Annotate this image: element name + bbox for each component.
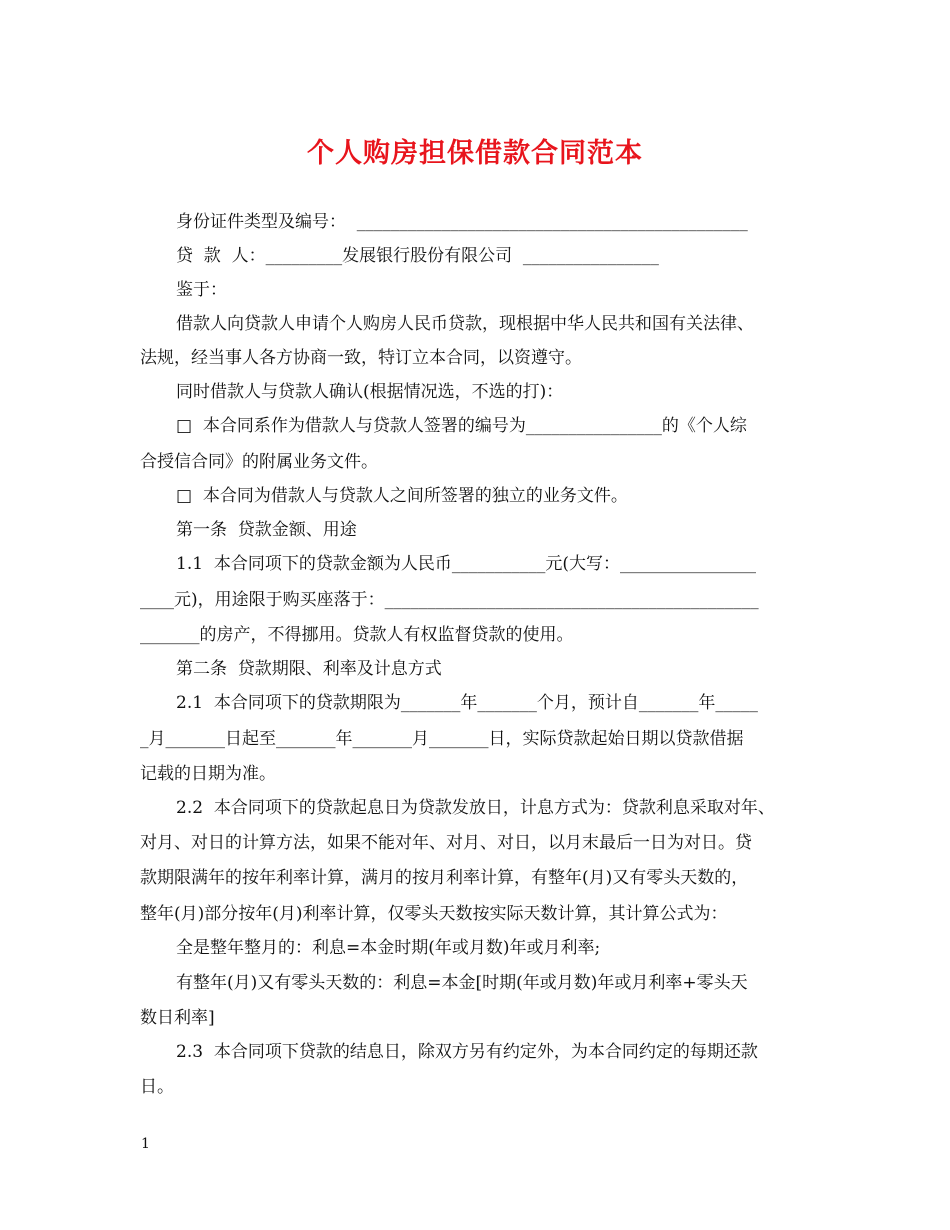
page-number: 1 (141, 1136, 150, 1152)
paragraph-line: _月_______日起至_______年_______月_______日，实际贷款起始日期以贷款借据 (140, 729, 744, 749)
checkbox-option-1: □ 本合同系作为借款人与贷款人签署的编号为________________的《个人综 (176, 416, 747, 436)
paragraph-line: 借款人向贷款人申请个人购房人民币贷款，现根据中华人民共和国有关法律、 (176, 314, 754, 334)
paragraph-line: 法规，经当事人各方协商一致，特订立本合同，以资遵守。 (140, 348, 582, 368)
paragraph-line: 合授信合同》的附属业务文件。 (140, 452, 378, 472)
clause-2-2: 2.2 本合同项下的贷款起息日为贷款发放日，计息方式为：贷款利息采取对年、 (176, 798, 775, 818)
paragraph-line: 款期限满年的按年利率计算，满月的按月利率计算，有整年(月)又有零头天数的， (140, 868, 749, 888)
paragraph-line: 整年(月)部分按年(月)利率计算，仅零头天数按实际天数计算，其计算公式为： (140, 904, 728, 924)
formula-line-2: 有整年(月)又有零头天数的：利息=本金[时期(年或月数)年或月利率+零头天 (176, 973, 748, 993)
formula-line-1: 全是整年整月的：利息=本金时期(年或月数)年或月利率; (176, 938, 601, 958)
whereas-heading: 鉴于： (176, 280, 227, 300)
paragraph-line: 数日利率] (140, 1008, 215, 1028)
paragraph-line: _______的房产，不得挪用。贷款人有权监督贷款的使用。 (140, 625, 574, 645)
paragraph-line: 同时借款人与贷款人确认(根据情况选，不选的打)： (176, 382, 564, 402)
paragraph-line: 记载的日期为准。 (140, 764, 276, 784)
paragraph-line: 对月、对日的计算方法，如果不能对年、对月、对日，以月末最后一日为对日。贷 (140, 833, 752, 853)
paragraph-line: ____元)，用途限于购买座落于：____________________________________________ (140, 590, 759, 610)
article-1-heading: 第一条 贷款金额、用途 (176, 520, 357, 540)
clause-2-1: 2.1 本合同项下的贷款期限为_______年_______个月，预计自_______年_____ (176, 693, 758, 713)
document-title: 个人购房担保借款合同范本 (307, 138, 643, 169)
lender-line: 贷 款 人：_________发展银行股份有限公司 ________________ (176, 246, 659, 266)
clause-1-1: 1.1 本合同项下的贷款金额为人民币___________元(大写：________________ (176, 554, 756, 574)
checkbox-option-2: □ 本合同为借款人与贷款人之间所签署的独立的业务文件。 (176, 486, 628, 506)
article-2-heading: 第二条 贷款期限、利率及计息方式 (176, 659, 442, 679)
id-type-line: 身份证件类型及编号： ______________________________________________ (176, 212, 748, 232)
paragraph-line: 日。 (140, 1077, 174, 1097)
clause-2-3: 2.3 本合同项下贷款的结息日，除双方另有约定外，为本合同约定的每期还款 (176, 1042, 758, 1062)
